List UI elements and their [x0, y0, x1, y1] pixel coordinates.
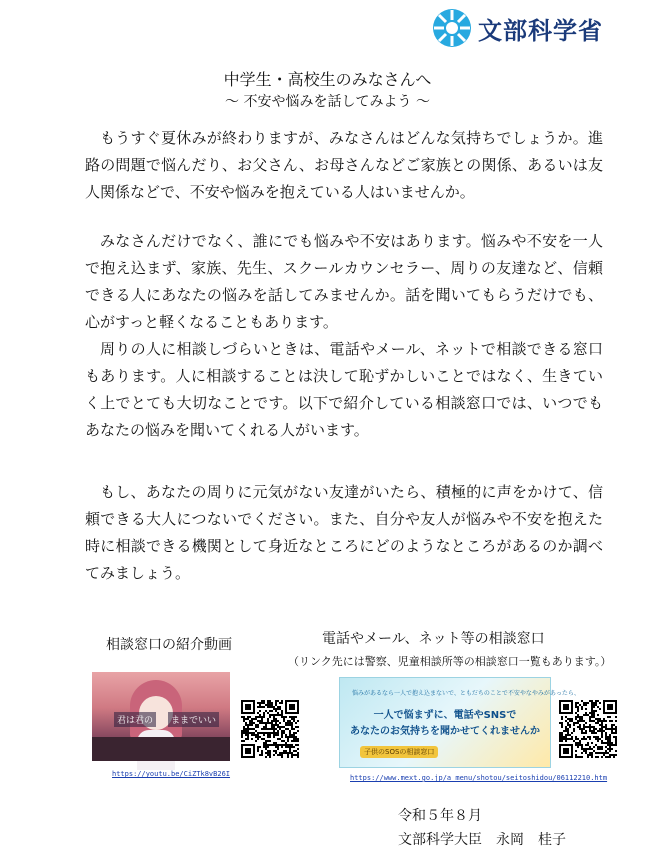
- contact-section-note: （リンク先には警察、児童相談所等の相談窓口一覧もあります。）: [288, 655, 612, 668]
- video-section-title: 相談窓口の紹介動画: [106, 637, 232, 653]
- signer-name: 文部科学大臣 永岡 桂子: [398, 832, 566, 848]
- page-subtitle: ～ 不安や悩みを話してみよう ～: [225, 94, 430, 110]
- ministry-name: 文部科学省: [478, 16, 603, 45]
- video-caption-left: 君は君の: [114, 712, 156, 727]
- banner-headline-2: あなたのお気持ちを聞かせてくれませんか: [350, 726, 540, 737]
- contact-qr-code-icon[interactable]: [559, 700, 617, 758]
- paragraph-1-text: もうすぐ夏休みが終わりますが、みなさんはどんな気持ちでしょうか。進路の問題で悩んだり、お父さん、お母さんなどご家族との関係、あるいは友人関係などで、不安や悩みを抱えている人はいませんか。: [85, 129, 603, 201]
- contact-section-title: 電話やメール、ネット等の相談窓口: [322, 631, 545, 647]
- video-thumbnail[interactable]: [92, 672, 230, 761]
- banner-top-text: 悩みがあるなら一人で抱え込まないで、ともだちのことで不安やなやみがあったら、: [352, 690, 580, 697]
- video-caption-right: ままでいい: [168, 712, 219, 727]
- banner-tag: 子供のSOSの相談窓口: [360, 746, 438, 758]
- contact-banner[interactable]: [339, 677, 580, 768]
- paragraph-2b-text: 周りの人に相談しづらいときは、電話やメール、ネットで相談できる窓口もあります。人に相談することは決して恥ずかしいことではなく、生きていく上でとても大切なことです。以下で紹介している相談窓口では、いつでもあなたの悩みを聞いてくれる人がいます。: [85, 340, 603, 439]
- paragraph-3: [85, 479, 603, 587]
- paragraph-2a-text: みなさんだけでなく、誰にでも悩みや不安はあります。悩みや不安を一人で抱え込まず、家族、先生、スクールカウンセラー、周りの友達など、信頼できる人にあなたの悩みを話してみませんか。話を聞いてもらうだけでも、心がすっと軽くなることもあります。: [85, 232, 603, 331]
- page-title: 中学生・高校生のみなさんへ: [223, 70, 432, 89]
- banner-headline-1: 一人で悩まずに、電話やSNSで: [373, 710, 517, 721]
- issue-date: 令和５年８月: [398, 808, 482, 824]
- paragraph-3-text: もし、あなたの周りに元気がない友達がいたら、積極的に声をかけて、信頼できる大人につないでください。また、自分や友人が悩みや不安を抱えた時に相談できる機関として身近なところにどのようなところがあるのか調べてみましょう。: [85, 483, 603, 582]
- video-link[interactable]: https://youtu.be/CiZTk8vB26I: [112, 770, 231, 778]
- illustration-city: [92, 737, 230, 761]
- paragraph-2: [85, 228, 603, 444]
- video-qr-code-icon[interactable]: [241, 700, 299, 758]
- mext-emblem-icon: [432, 8, 472, 48]
- header-logo: [432, 8, 603, 48]
- contact-link[interactable]: https://www.mext.go.jp/a_menu/shotou/seitoshidou/06112210.htm: [350, 774, 608, 782]
- paragraph-1: [85, 125, 603, 206]
